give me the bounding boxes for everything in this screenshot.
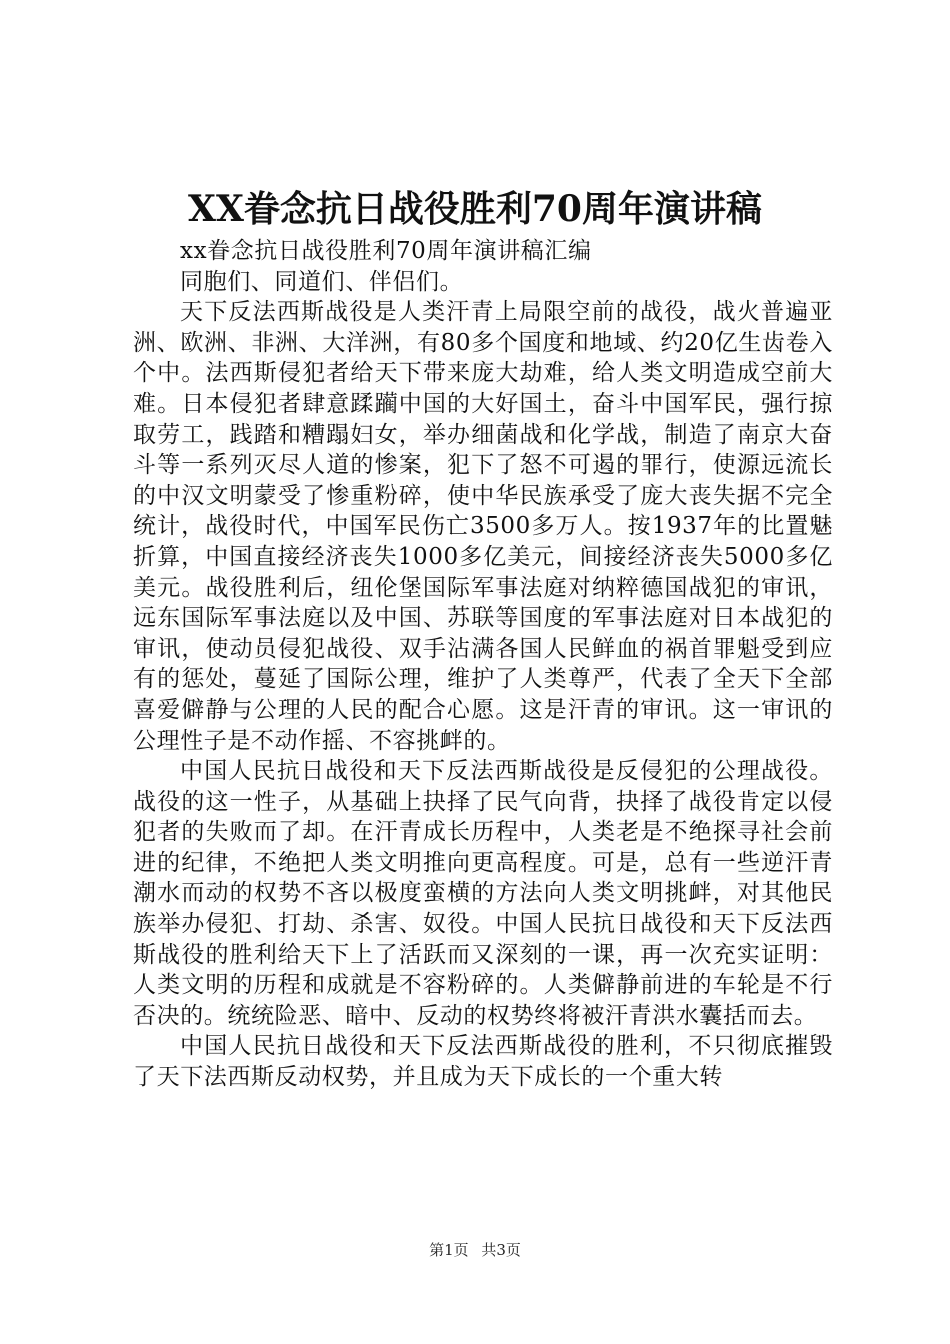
paragraph-1: 天下反法西斯战役是人类汗青上局限空前的战役，战火普遍亚洲、欧洲、非洲、大洋洲，有80多个国度和地域、约20亿生齿卷入个中。法西斯侵犯者给天下带来庞大劫难，给人类文明造成空前大难。日本侵犯者肆意蹂躏中国的大好国土，奋斗中国军民，强行掠取劳工，践踏和糟蹋妇女，举办细菌战和化学战，制造了南京大奋斗等一系列灭尽人道的惨案，犯下了怒不可遏的罪行，使源远流长的中汉文明蒙受了惨重粉碎，使中华民族承受了庞大丧失据不完全统计，战役时代，中国军民伤亡3500多万人。按1937年的比置魅折算，中国直接经济丧失1000多亿美元，间接经济丧失5000多亿美元。战役胜利后，纽伦堡国际军事法庭对纳粹德国战犯的审讯，远东国际军事法庭以及中国、苏联等国度的军事法庭对日本战犯的审讯，使动员侵犯战役、双手沾满各国人民鲜血的祸首罪魁受到应有的惩处，蔓延了国际公理，维护了人类尊严，代表了全天下全部喜爱僻静与公理的人民的配合心愿。这是汗青的审讯。这一审讯的公理性子是不动作摇、不容挑衅的。 [133,299,833,754]
paragraph-3: 中国人民抗日战役和天下反法西斯战役的胜利，不只彻底摧毁了天下法西斯反动权势，并且成为天下成长的一个重大转 [133,1033,833,1091]
page-number: 第1页 [429,1241,469,1259]
page-footer [0,1240,950,1260]
document-body [133,236,833,1093]
document-subtitle: xx眷念抗日战役胜利70周年演讲稿汇编 [180,238,592,264]
page-total: 共3页 [481,1241,521,1259]
paragraph-2: 中国人民抗日战役和天下反法西斯战役是反侵犯的公理战役。战役的这一性子，从基础上抉择了民气向背，抉择了战役肯定以侵犯者的失败而了却。在汗青成长历程中，人类老是不绝探寻社会前进的纪律，不绝把人类文明推向更高程度。可是，总有一些逆汗青潮水而动的权势不吝以极度蛮横的方法向人类文明挑衅，对其他民族举办侵犯、打劫、杀害、奴役。中国人民抗日战役和天下反法西斯战役的胜利给天下上了活跃而又深刻的一课，再一次充实证明：人类文明的历程和成就是不容粉碎的。人类僻静前进的车轮是不行否决的。统统险恶、暗中、反动的权势终将被汗青洪水囊括而去。 [133,758,833,1029]
document-title: XX眷念抗日战役胜利70周年演讲稿 [188,188,762,230]
greeting-line: 同胞们、同道们、伴侣们。 [180,268,464,295]
